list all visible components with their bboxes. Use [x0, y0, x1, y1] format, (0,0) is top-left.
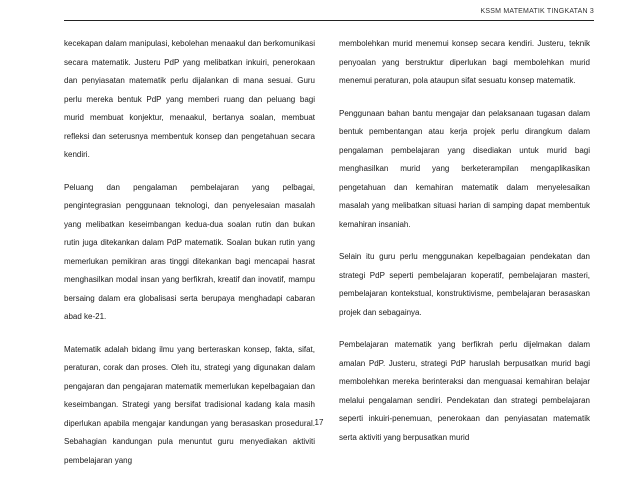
right-paragraph-4: Pembelajaran matematik yang berfikrah perlu dijelmakan dalam amalan PdP. Justeru, strategi PdP haruslah berpusatkan murid bagi membolehkan mereka berinteraksi dan menguasai kemahiran belajar melalui pengalaman sendiri. Pendekatan dan strategi pembelajaran seperti inkuiri-penemuan, penerokaan dan penyiasatan matematik serta aktiviti yang berpusatkan murid	[339, 340, 590, 442]
left-paragraph-1: kecekapan dalam manipulasi, kebolehan menaakul dan berkomunikasi secara matematik. Justeru PdP yang melibatkan inkuiri, penerokaan dan penyiasatan matematik perlu dijalankan di mana sesuai. Guru perlu mereka bentuk PdP yang memberi ruang dan peluang bagi murid membuat konjektur, menaakul, bertanya soalan, membuat refleksi dan seterusnya membentuk konsep dan pengetahuan secara kendiri.	[64, 39, 315, 159]
left-paragraph-2: Peluang dan pengalaman pembelajaran yang pelbagai, pengintegrasian penggunaan teknologi, dan penyelesaian masalah yang melibatkan keseimbangan kedua-dua soalan rutin dan bukan rutin juga ditekankan dalam PdP matematik. Soalan bukan rutin yang memerlukan pemikiran aras tinggi ditekankan bagi mencapai hasrat menghasilkan modal insan yang berfikrah, kreatif dan inovatif, mampu bersaing dalam era globalisasi serta berupaya menghadapi cabaran abad ke-21.	[64, 182, 315, 321]
right-paragraph-3: Selain itu guru perlu menggunakan kepelbagaian pendekatan dan strategi PdP seperti pembelajaran koperatif, pembelajaran masteri, pembelajaran kontekstual, konstruktivisme, pembelajaran berasaskan projek dan sebagainya.	[339, 252, 590, 317]
running-header: KSSM MATEMATIK TINGKATAN 3	[480, 8, 594, 15]
right-paragraph-1: membolehkan murid menemui konsep secara kendiri. Justeru, teknik penyoalan yang berstruktur diperlukan bagi membolehkan murid menemui peraturan, pola ataupun sifat sesuatu konsep matematik.	[339, 39, 590, 85]
left-paragraph-3: Matematik adalah bidang ilmu yang berteraskan konsep, fakta, sifat, peraturan, corak dan proses. Oleh itu, strategi yang digunakan dalam pengajaran dan pengajaran matematik memerlukan kepelbagaian dan keseimbangan. Strategi yang bersifat tradisional kadang kala masih diperlukan apabila mengajar kandungan yang berasaskan prosedural. Sebahagian kandungan pula menuntut guru menyediakan aktiviti pembelajaran yang	[64, 344, 315, 465]
page-number: 17	[314, 418, 324, 427]
left-column	[64, 35, 315, 484]
right-paragraph-2: Penggunaan bahan bantu mengajar dan pelaksanaan tugasan dalam bentuk pembentangan atau kerja projek perlu dirangkum dalam pengalaman pembelajaran yang disediakan untuk murid bagi menghasilkan murid yang berketerampilan mengaplikasikan pengetahuan dan kemahiran matematik dalam menyelesaikan masalah yang melibatkan situasi harian di samping dapat membentuk kemahiran insaniah.	[339, 108, 590, 229]
right-column	[339, 35, 590, 461]
header-rule	[64, 20, 594, 21]
